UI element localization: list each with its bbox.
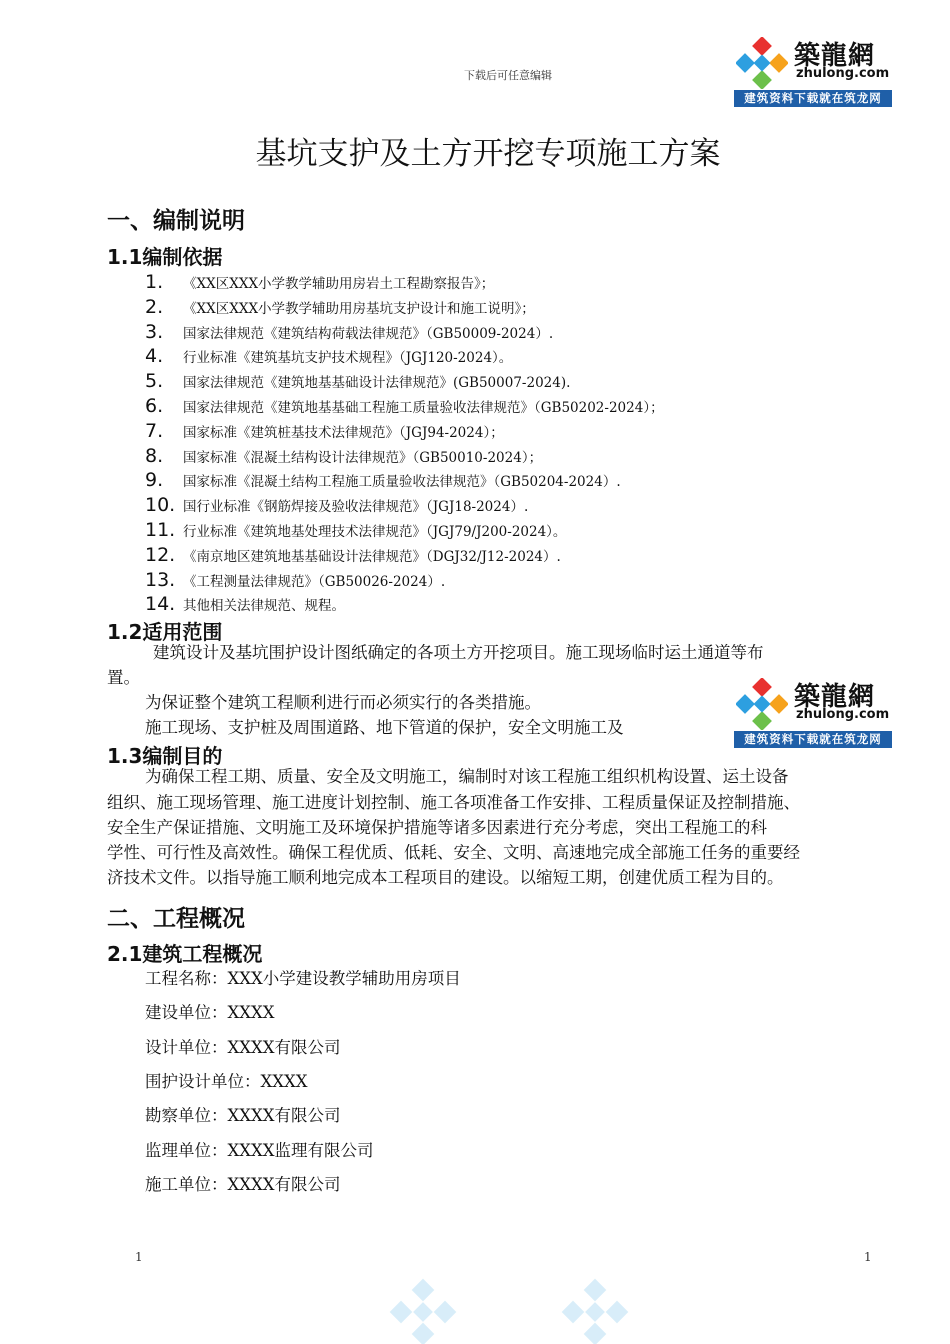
list-item (145, 419, 865, 444)
scope-line-3: 施工现场、支护桩及周围道路、地下管道的保护，安全文明施工及 (145, 718, 624, 737)
purpose-line: 组织、施工现场管理、施工进度计划控制、施工各项准备工作安排、工程质量保证及控制措施、 (107, 793, 800, 812)
purpose-line: 为确保工程工期、质量、安全及文明施工，编制时对该工程施工组织机构设置、运土设备 (145, 767, 789, 786)
purpose-line: 安全生产保证措施、文明施工及环境保护措施等诸多因素进行充分考虑，突出工程施工的科 (107, 818, 767, 837)
page-number-left: 1 (135, 1250, 143, 1264)
section-1-2-heading: 1.2适用范围 (107, 620, 223, 644)
list-item-number: 11. (145, 518, 176, 541)
list-item-text: 国家法律规范《建筑结构荷载法律规范》（GB50009-2024）. (183, 325, 554, 342)
list-item-number: 5. (145, 370, 164, 393)
list-item-text: 《XX区XXX小学教学辅助用房岩土工程勘察报告》； (183, 276, 495, 292)
list-item (145, 444, 865, 469)
list-item-number: 12. (145, 543, 176, 566)
info-label: 勘察单位： (145, 1106, 228, 1125)
section-2-1-heading: 2.1建筑工程概况 (107, 942, 263, 966)
scope-line-2: 为保证整个建筑工程顺利进行而必须实行的各类措施。 (145, 693, 541, 712)
logo-domain-text: zhulong.com (796, 66, 890, 81)
scope-line-1: 建筑设计及基坑围护设计图纸确定的各项土方开挖项目。施工现场临时运土通道等布 (153, 643, 764, 662)
section-1-1-heading: 1.1编制依据 (107, 245, 223, 269)
zhulong-logo (734, 33, 892, 107)
list-item (145, 543, 865, 568)
info-field-retaining-design (145, 1068, 308, 1092)
logo-brand-text: 築龍網 (794, 682, 876, 712)
list-item (145, 592, 865, 617)
watermark-snowflake-icon (388, 1276, 458, 1344)
logo-slogan: 建筑资料下载就在筑龙网 (734, 90, 892, 107)
list-item-number: 4. (145, 345, 164, 368)
list-item (145, 394, 865, 419)
list-item-number: 14. (145, 593, 176, 616)
zhulong-logo-inline (734, 674, 892, 748)
list-item-number: 3. (145, 320, 164, 343)
info-field-design (145, 1034, 341, 1058)
info-field-supervision (145, 1137, 374, 1161)
info-value: XXX小学建设教学辅助用房项目 (227, 969, 461, 988)
info-label: 工程名称： (145, 969, 228, 988)
info-value: XXXX有限公司 (227, 1106, 341, 1125)
list-item (145, 518, 865, 543)
purpose-line: 济技术文件。以指导施工顺利地完成本工程项目的建设。以缩短工期，创建优质工程为目的。 (107, 868, 784, 887)
list-item (145, 369, 865, 394)
info-value: XXXX有限公司 (227, 1038, 341, 1057)
list-item (145, 468, 865, 493)
info-label: 设计单位： (145, 1038, 228, 1057)
list-item-text: 《南京地区建筑地基基础设计法律规范》（DGJ32/J12-2024）. (183, 548, 561, 565)
info-field-owner (145, 999, 275, 1023)
list-item-text: 国行业标准《钢筋焊接及验收法律规范》（JGJ18-2024）. (183, 499, 529, 516)
list-item-number: 8. (145, 444, 164, 467)
watermark-snowflake-icon (560, 1276, 630, 1344)
list-item-number: 1. (145, 271, 164, 293)
info-label: 围护设计单位： (145, 1072, 261, 1091)
list-item-text: 其他相关法律规范、规程。 (183, 598, 345, 615)
list-item (145, 344, 865, 369)
list-item-number: 2. (145, 295, 164, 318)
list-item-text: 《XX区XXX小学教学辅助用房基坑支护设计和施工说明》； (183, 300, 535, 317)
list-item-text: 行业标准《建筑地基处理技术法律规范》（JGJ79/J200-2024）。 (183, 523, 567, 540)
logo-slogan: 建筑资料下载就在筑龙网 (734, 731, 892, 748)
info-value: XXXX监理有限公司 (227, 1141, 374, 1160)
list-item-text: 国家标准《混凝土结构设计法律规范》（GB50010-2024）； (183, 449, 543, 466)
info-field-survey (145, 1102, 341, 1126)
page-number-right: 1 (864, 1250, 872, 1264)
list-item-text: 国家标准《混凝土结构工程施工质量验收法律规范》（GB50204-2024）. (183, 474, 621, 491)
list-item-text: 行业标准《建筑基坑支护技术规程》（JGJ120-2024）。 (183, 350, 513, 367)
section-1-heading: 一、编制说明 (107, 208, 245, 234)
list-item-text: 国家法律规范《建筑地基基础工程施工质量验收法律规范》（GB50202-2024）； (183, 399, 664, 416)
list-item-text: 《工程测量法律规范》（GB50026-2024）. (183, 573, 446, 590)
list-item (145, 493, 865, 518)
zhulong-snowflake-icon (736, 678, 788, 730)
header-note: 下载后可任意编辑 (464, 69, 552, 82)
basis-list (145, 270, 865, 617)
list-item-text: 国家法律规范《建筑地基基础设计法律规范》(GB50007-2024). (183, 375, 571, 392)
list-item-number: 6. (145, 394, 164, 417)
list-item (145, 320, 865, 345)
info-label: 监理单位： (145, 1141, 228, 1160)
purpose-line: 学性、可行性及高效性。确保工程优质、低耗、安全、文明、高速地完成全部施工任务的重要经 (107, 843, 800, 862)
list-item (145, 295, 865, 320)
info-value: XXXX (260, 1072, 308, 1091)
list-item-number: 10. (145, 494, 176, 517)
section-1-3-heading: 1.3编制目的 (107, 744, 223, 768)
info-field-contractor (145, 1171, 341, 1195)
info-value: XXXX (227, 1003, 275, 1022)
info-field-project (145, 965, 461, 989)
info-label: 施工单位： (145, 1175, 228, 1194)
section-2-heading: 二、工程概况 (107, 906, 245, 932)
list-item (145, 270, 865, 295)
list-item-number: 13. (145, 568, 176, 591)
logo-domain-text: zhulong.com (796, 707, 890, 722)
scope-line-1-cont: 置。 (107, 668, 140, 687)
list-item (145, 568, 865, 593)
document-title: 基坑支护及土方开挖专项施工方案 (255, 136, 721, 172)
list-item-number: 7. (145, 419, 164, 442)
list-item-text: 国家标准《建筑桩基技术法律规范》（JGJ94-2024）； (183, 424, 504, 441)
logo-brand-text: 築龍網 (794, 41, 876, 71)
list-item-number: 9. (145, 469, 164, 492)
info-value: XXXX有限公司 (227, 1175, 341, 1194)
zhulong-snowflake-icon (736, 37, 788, 89)
info-label: 建设单位： (145, 1003, 228, 1022)
